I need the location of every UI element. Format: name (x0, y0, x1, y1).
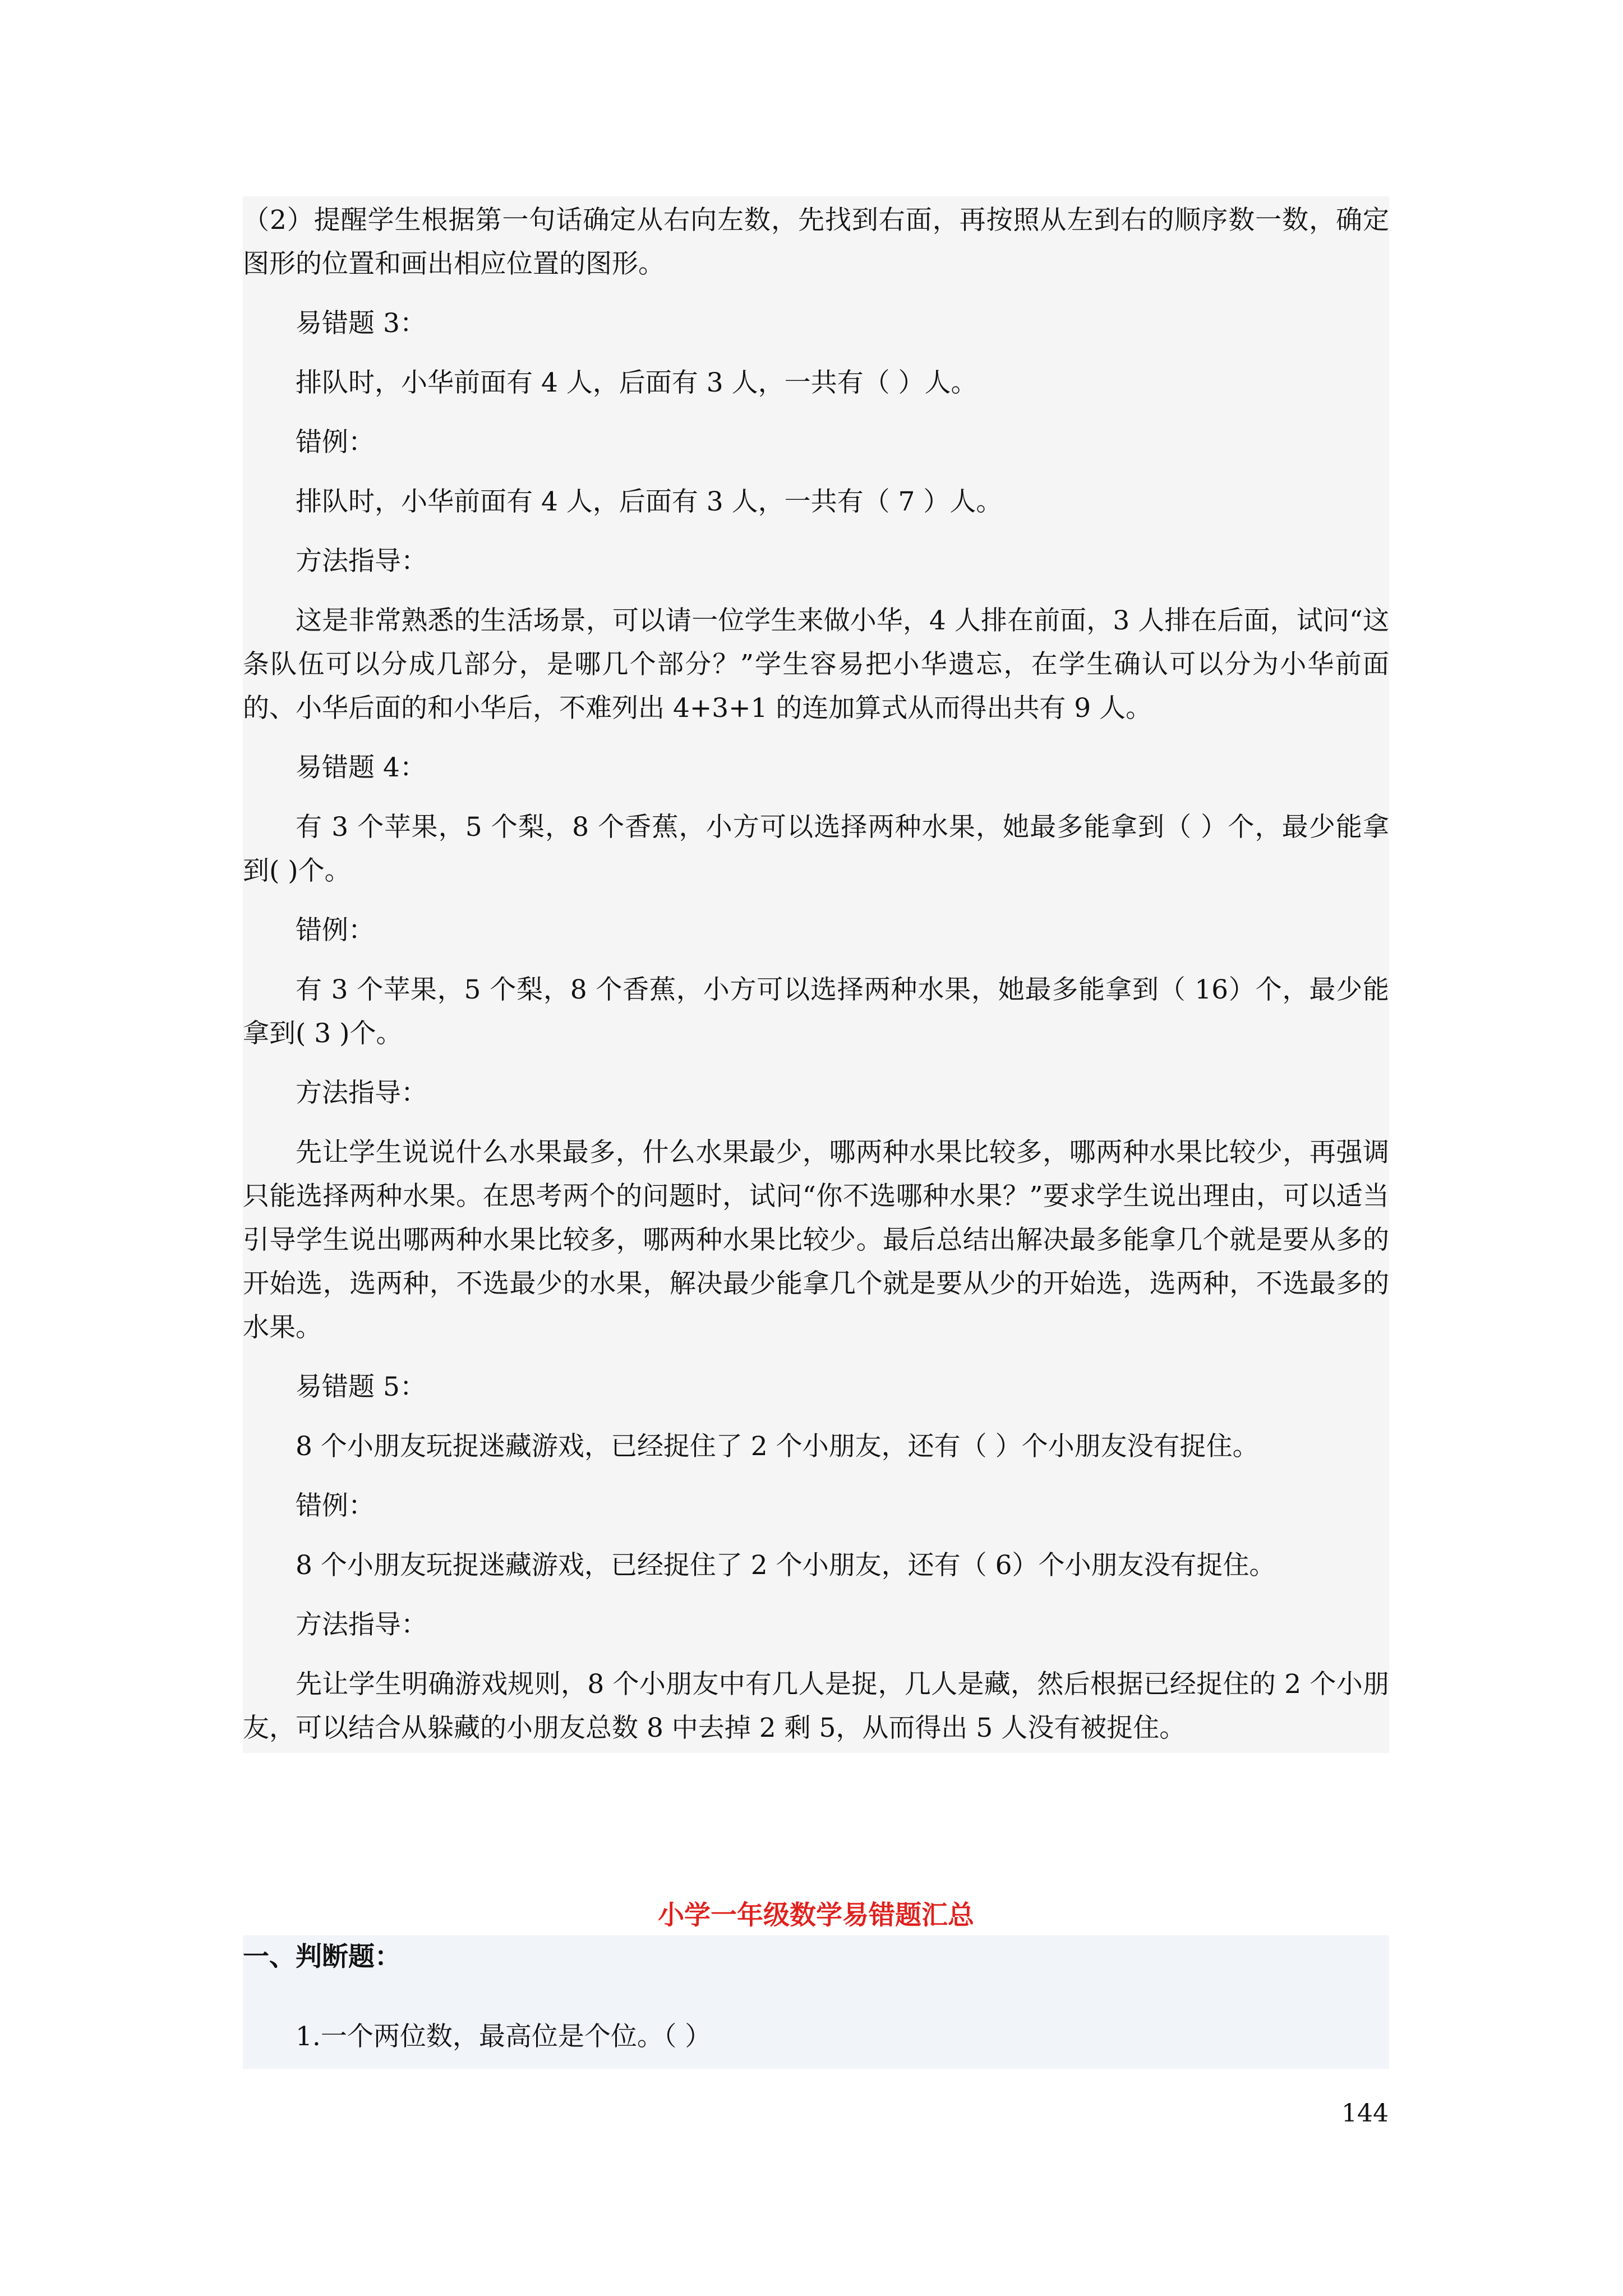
paragraph: 错例： (296, 1490, 375, 1521)
paragraph: 先让学生说说什么水果最多，什么水果最少，哪两种水果比较多，哪两种水果比较少，再强调只能选择两种水果。在思考两个的问题时，试问“你不选哪种水果？”要求学生说出理由，可以适当引导学生说出哪两种水果比较多，哪两种水果比较少。最后总结出解决最多能拿几个就是要从多的开始选，选两种，不选最少的水果，解决最少能拿几个就是要从少的开始选，选两种，不选最多的水果。 (243, 1137, 1389, 1343)
paragraph: 排队时，小华前面有 4 人，后面有 3 人，一共有（ ）人。 (296, 367, 978, 398)
document-title: 小学一年级数学易错题汇总 (658, 1900, 974, 1931)
paragraph: 有 3 个苹果，5 个梨，8 个香蕉，小方可以选择两种水果，她最多能拿到（ 16）个，最少能拿到( 3 )个。 (243, 974, 1389, 1049)
section-heading: 一、判断题： (243, 1941, 401, 1972)
paragraph: 错例： (296, 915, 375, 946)
paragraph: 易错题 3： (296, 308, 426, 339)
summary-section (243, 1935, 1389, 2069)
paragraph: （2）提醒学生根据第一句话确定从右向左数，先找到右面，再按照从左到右的顺序数一数，确定图形的位置和画出相应位置的图形。 (243, 205, 1389, 279)
paragraph: 易错题 5： (296, 1372, 426, 1402)
paragraph: 有 3 个苹果，5 个梨，8 个香蕉，小方可以选择两种水果，她最多能拿到（ ）个，最少能拿到( )个。 (243, 812, 1389, 886)
paragraph: 8 个小朋友玩捉迷藏游戏，已经捉住了 2 个小朋友，还有（ ）个小朋友没有捉住。 (296, 1431, 1259, 1462)
paragraph: 易错题 4： (296, 752, 426, 783)
paragraph: 这是非常熟悉的生活场景，可以请一位学生来做小华，4 人排在前面，3 人排在后面，试问“这条队伍可以分成几部分，是哪几个部分？”学生容易把小华遗忘，在学生确认可以分为小华前面的、小华后面的和小华后，不难列出 4+3+1 的连加算式从而得出共有 9 人。 (243, 605, 1389, 724)
paragraph: 方法指导： (296, 1078, 427, 1108)
paragraph: 8 个小朋友玩捉迷藏游戏，已经捉住了 2 个小朋友，还有（ 6）个小朋友没有捉住。 (296, 1550, 1276, 1581)
page-number: 144 (1341, 2099, 1389, 2128)
paragraph: 方法指导： (296, 1609, 427, 1640)
paragraph: 先让学生明确游戏规则，8 个小朋友中有几人是捉，几人是藏，然后根据已经捉住的 2 个小朋友，可以结合从躲藏的小朋友总数 8 中去掉 2 剩 5，从而得出 5 人没有被捉住。 (243, 1669, 1389, 1743)
paragraph: 方法指导： (296, 546, 427, 577)
paragraph: 排队时，小华前面有 4 人，后面有 3 人，一共有（ 7 ）人。 (296, 486, 1003, 517)
content-block (243, 196, 1389, 1753)
question-item: 1.一个两位数，最高位是个位。（ ） (296, 2021, 712, 2052)
paragraph: 错例： (296, 427, 375, 458)
